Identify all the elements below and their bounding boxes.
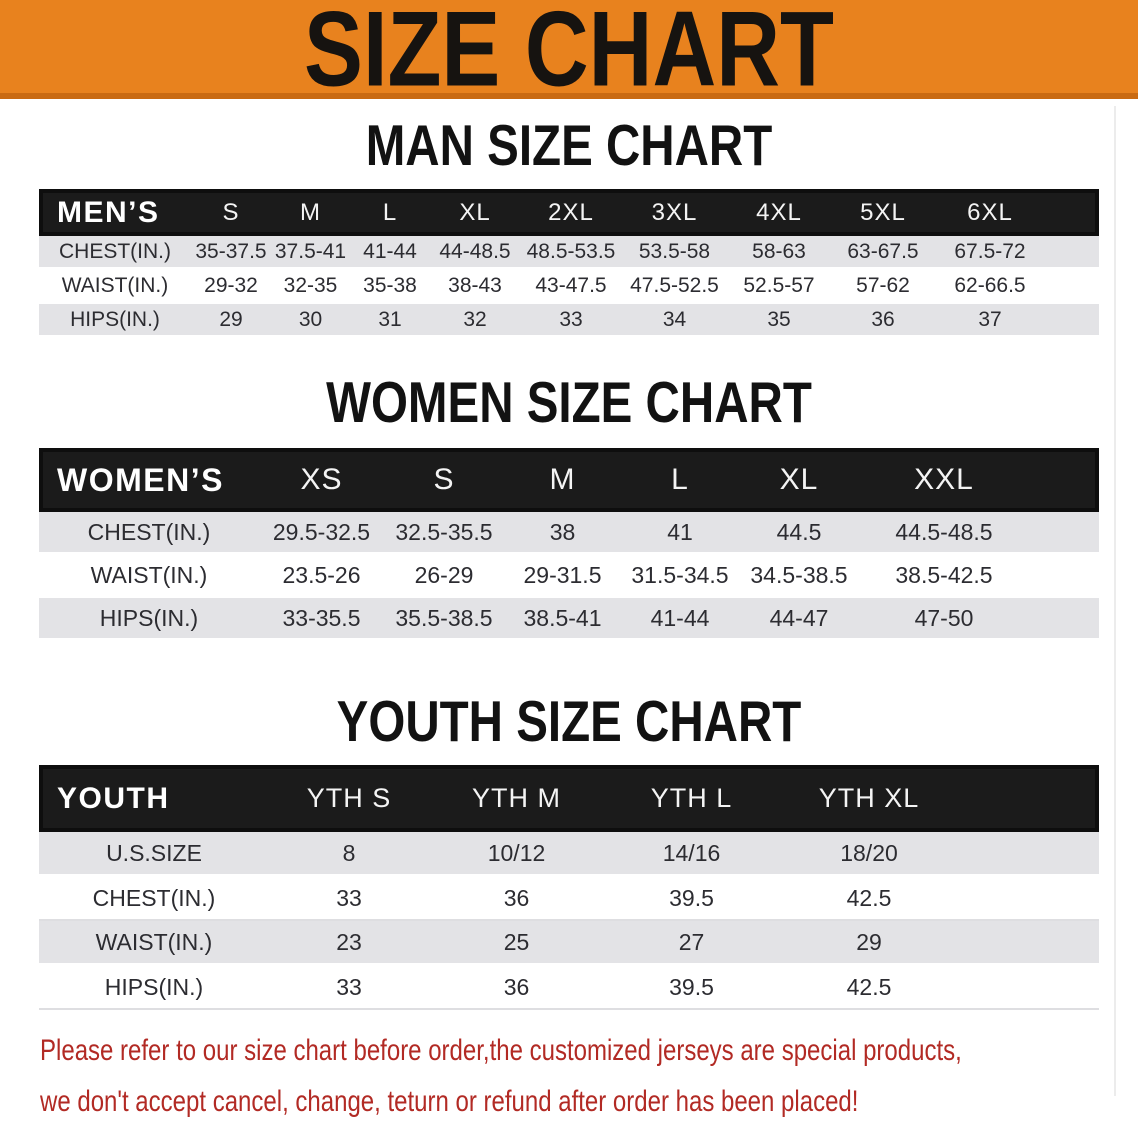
size-cell: 41 [621,512,739,555]
row-label: WAIST(IN.) [39,270,191,304]
women-chest-row [39,512,1099,555]
size-cell: 33 [269,966,429,1010]
size-cell: 18/20 [779,832,959,877]
filler-cell [959,921,1099,966]
youth-col-header: YTH XL [779,765,959,832]
size-cell: 30 [271,304,350,338]
filler-header-cell [959,765,1099,832]
size-cell: 62-66.5 [935,270,1045,304]
men-col-header: L [350,189,430,236]
row-label: CHEST(IN.) [39,512,259,555]
youth-col-header: YTH M [429,765,604,832]
size-cell: 38-43 [430,270,520,304]
women-col-header: L [621,448,739,512]
youth-chest-row [39,877,1099,921]
size-cell: 34 [622,304,727,338]
men-corner-label: MEN’S [39,189,191,236]
size-cell: 57-62 [831,270,935,304]
filler-cell [1045,236,1099,270]
filler-cell [1029,512,1099,555]
men-col-header: M [271,189,350,236]
size-cell: 41-44 [621,598,739,641]
women-waist-row [39,555,1099,598]
men-section-heading [0,114,1138,178]
row-label: CHEST(IN.) [39,877,269,921]
size-cell: 44-48.5 [430,236,520,270]
size-cell: 32 [430,304,520,338]
men-heading-text: MAN SIZE CHART [365,114,773,178]
size-cell: 39.5 [604,966,779,1010]
size-cell: 35 [727,304,831,338]
size-cell: 42.5 [779,877,959,921]
right-edge-line [1114,106,1116,1096]
banner [0,0,1138,109]
women-heading-text: WOMEN SIZE CHART [326,371,812,435]
size-cell: 47-50 [859,598,1029,641]
size-cell: 31 [350,304,430,338]
youth-size-table [39,765,1099,1010]
size-cell: 10/12 [429,832,604,877]
size-cell: 47.5-52.5 [622,270,727,304]
size-cell: 41-44 [350,236,430,270]
size-cell: 8 [269,832,429,877]
size-cell: 29-31.5 [504,555,621,598]
size-cell: 14/16 [604,832,779,877]
youth-waist-row [39,921,1099,966]
size-cell: 25 [429,921,604,966]
row-label: CHEST(IN.) [39,236,191,270]
size-cell: 35.5-38.5 [384,598,504,641]
size-cell: 36 [429,877,604,921]
men-col-header: 2XL [520,189,622,236]
size-cell: 42.5 [779,966,959,1010]
youth-ussize-row [39,832,1099,877]
size-cell: 26-29 [384,555,504,598]
youth-corner-label: YOUTH [39,765,269,832]
size-cell: 29-32 [191,270,271,304]
notice-line-1 [40,1028,1138,1079]
youth-hips-row [39,966,1099,1010]
size-cell: 44.5-48.5 [859,512,1029,555]
footer-notice [0,1028,1138,1130]
youth-col-header: YTH S [269,765,429,832]
row-label: U.S.SIZE [39,832,269,877]
women-hips-row [39,598,1099,641]
filler-cell [1045,270,1099,304]
size-cell: 23 [269,921,429,966]
size-cell: 29.5-32.5 [259,512,384,555]
size-cell: 37.5-41 [271,236,350,270]
size-cell: 39.5 [604,877,779,921]
men-col-header: S [191,189,271,236]
men-header-row [39,189,1099,236]
size-cell: 63-67.5 [831,236,935,270]
size-cell: 27 [604,921,779,966]
men-size-table [39,189,1099,338]
men-waist-row [39,270,1099,304]
size-cell: 35-38 [350,270,430,304]
size-cell: 31.5-34.5 [621,555,739,598]
notice-line-1-text: Please refer to our size chart before order,the customized jerseys are special products, [40,1034,962,1067]
filler-cell [1045,304,1099,338]
men-col-header: 5XL [831,189,935,236]
filler-cell [959,832,1099,877]
filler-header-cell [1045,189,1099,236]
youth-heading-text: YOUTH SIZE CHART [336,690,802,754]
men-col-header: XL [430,189,520,236]
row-label: HIPS(IN.) [39,598,259,641]
size-cell: 44-47 [739,598,859,641]
banner-title: SIZE CHART [304,0,834,109]
youth-col-header: YTH L [604,765,779,832]
size-cell: 38.5-42.5 [859,555,1029,598]
row-label: WAIST(IN.) [39,921,269,966]
size-cell: 44.5 [739,512,859,555]
women-corner-label: WOMEN’S [39,448,259,512]
size-cell: 38.5-41 [504,598,621,641]
men-col-header: 6XL [935,189,1045,236]
filler-cell [959,966,1099,1010]
men-hips-row [39,304,1099,338]
notice-line-2-text: we don't accept cancel, change, teturn or refund after order has been placed! [40,1085,859,1118]
women-size-table [39,448,1099,641]
size-cell: 37 [935,304,1045,338]
women-col-header: XXL [859,448,1029,512]
size-cell: 33 [520,304,622,338]
women-section-heading [0,371,1138,435]
filler-cell [1029,598,1099,641]
women-col-header: XS [259,448,384,512]
size-cell: 35-37.5 [191,236,271,270]
men-chest-row [39,236,1099,270]
men-col-header: 4XL [727,189,831,236]
size-cell: 33-35.5 [259,598,384,641]
row-label: HIPS(IN.) [39,966,269,1010]
men-col-header: 3XL [622,189,727,236]
women-col-header: M [504,448,621,512]
youth-section-heading [0,690,1138,754]
size-cell: 36 [429,966,604,1010]
size-cell: 67.5-72 [935,236,1045,270]
filler-header-cell [1029,448,1099,512]
row-label: HIPS(IN.) [39,304,191,338]
women-col-header: S [384,448,504,512]
women-header-row [39,448,1099,512]
size-cell: 36 [831,304,935,338]
women-col-header: XL [739,448,859,512]
size-cell: 38 [504,512,621,555]
size-cell: 32.5-35.5 [384,512,504,555]
size-cell: 43-47.5 [520,270,622,304]
youth-header-row [39,765,1099,832]
size-cell: 33 [269,877,429,921]
size-cell: 34.5-38.5 [739,555,859,598]
row-label: WAIST(IN.) [39,555,259,598]
filler-cell [959,877,1099,921]
size-cell: 29 [779,921,959,966]
size-cell: 23.5-26 [259,555,384,598]
notice-line-2 [40,1079,1138,1130]
size-cell: 29 [191,304,271,338]
size-cell: 58-63 [727,236,831,270]
size-cell: 32-35 [271,270,350,304]
size-cell: 53.5-58 [622,236,727,270]
filler-cell [1029,555,1099,598]
size-cell: 48.5-53.5 [520,236,622,270]
size-cell: 52.5-57 [727,270,831,304]
